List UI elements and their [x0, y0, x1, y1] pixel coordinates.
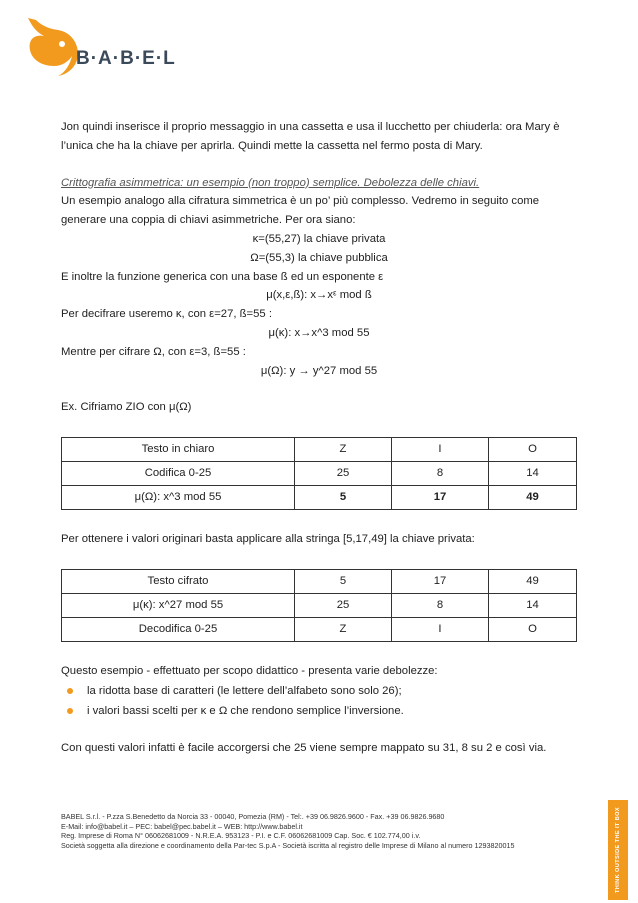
section-line-1: Un esempio analogo alla cifratura simmetrica è un po’ più complesso. Vedremo in seguito come	[61, 195, 540, 208]
table-row	[62, 462, 577, 486]
table-cell: 17	[392, 569, 489, 593]
bullet-icon	[67, 688, 73, 694]
table-cell: 25	[295, 462, 392, 486]
fish-logo-icon	[22, 14, 82, 80]
tagline-text: THINK OUTSIDE THE IT BOX	[615, 806, 621, 894]
list-item: i valori bassi scelti per κ e Ω che rendono semplice l’inversione.	[87, 701, 577, 721]
function-formula: μ(x,ε,ß): x→xᵋ mod ß	[266, 289, 372, 302]
section-line-2: generare una coppia di chiavi asimmetriche. Per ora siano:	[61, 214, 356, 227]
table-row	[62, 593, 577, 617]
document-body	[61, 118, 577, 758]
weakness-intro: Questo esempio - effettuato per scopo didattico - presenta varie debolezze:	[61, 664, 438, 677]
page-footer	[61, 812, 601, 850]
table-cell: 14	[489, 593, 577, 617]
decrypt-formula: μ(κ): x→x^3 mod 55	[268, 326, 370, 339]
table-cell: 25	[295, 593, 392, 617]
table-cell: Testo in chiaro	[62, 438, 295, 462]
table-cell: 5	[295, 569, 392, 593]
table-cell: Testo cifrato	[62, 569, 295, 593]
footer-line: E-Mail: info@babel.it – PEC: babel@pec.babel.it – WEB: http://www.babel.it	[61, 821, 303, 831]
decryption-table	[61, 569, 577, 642]
table-row	[62, 617, 577, 641]
table-cell: O	[489, 438, 577, 462]
table-cell: 14	[489, 462, 577, 486]
table-cell: 8	[392, 593, 489, 617]
table-row	[62, 486, 577, 510]
weakness-list	[61, 681, 577, 721]
table-cell: 5	[295, 486, 392, 510]
function-intro: E inoltre la funzione generica con una base ß ed un esponente ε	[61, 270, 384, 283]
table-row	[62, 569, 577, 593]
encryption-table	[61, 437, 577, 510]
table-cell: μ(Ω): x^3 mod 55	[62, 486, 295, 510]
table-cell: Decodifica 0-25	[62, 617, 295, 641]
list-item: la ridotta base di caratteri (le lettere dell’alfabeto sono solo 26);	[87, 681, 577, 701]
table-cell: Z	[295, 438, 392, 462]
table-cell: 49	[489, 569, 577, 593]
table-cell: μ(κ): x^27 mod 55	[62, 593, 295, 617]
table-cell: Z	[295, 617, 392, 641]
table-cell: 17	[392, 486, 489, 510]
intro-line-2: l’unica che ha la chiave per aprirla. Quindi mette la cassetta nel fermo posta di Mary.	[61, 139, 483, 152]
logo-wordmark: B·A·B·E·L	[76, 48, 176, 69]
footer-line: Società soggetta alla direzione e coordinamento della Par-tec S.p.A - Società iscritta al registro delle Imprese di Milano al numero 1293820015	[61, 840, 515, 850]
table-row	[62, 438, 577, 462]
section-heading: Crittografia asimmetrica: un esempio (non troppo) semplice. Debolezza delle chiavi.	[61, 176, 480, 189]
table-cell: Codifica 0-25	[62, 462, 295, 486]
bullet-icon	[67, 708, 73, 714]
babel-logo	[22, 14, 232, 84]
intro-line-1: Jon quindi inserisce il proprio messaggio in una cassetta e usa il lucchetto per chiuderla: ora Mary è	[61, 121, 560, 133]
tagline-sidebar	[608, 800, 628, 900]
table-cell: I	[392, 617, 489, 641]
encrypt-formula: μ(Ω): y → y^27 mod 55	[260, 364, 378, 377]
footer-line: Reg. Imprese di Roma N° 06062681009 - N.R.E.A. 953123 - P.I. e C.F. 06062681009 Cap. Soc. € 102.774,00 i.v.	[61, 831, 421, 841]
public-key: Ω=(55,3) la chiave pubblica	[250, 251, 388, 264]
example-title: Ex. Cifriamo ZIO con μ(Ω)	[61, 401, 192, 414]
encrypt-intro: Mentre per cifrare Ω, con ε=3, ß=55 :	[61, 345, 246, 358]
footer-line: BABEL S.r.l. - P.zza S.Benedetto da Norcia 33 - 00040, Pomezia (RM) - Tel:. +39 06.9826.9600 - Fax. +39 06.9826.9680	[61, 812, 445, 821]
decrypt-intro: Per decifrare useremo κ, con ε=27, ß=55 :	[61, 308, 272, 321]
decode-text: Per ottenere i valori originari basta applicare alla stringa [5,17,49] la chiave privata:	[61, 533, 475, 546]
conclusion: Con questi valori infatti è facile accorgersi che 25 viene sempre mappato su 31, 8 su 2 e così via.	[61, 741, 547, 754]
table-cell: O	[489, 617, 577, 641]
table-cell: 49	[489, 486, 577, 510]
table-cell: I	[392, 438, 489, 462]
private-key: κ=(55,27) la chiave privata	[252, 232, 386, 245]
table-cell: 8	[392, 462, 489, 486]
